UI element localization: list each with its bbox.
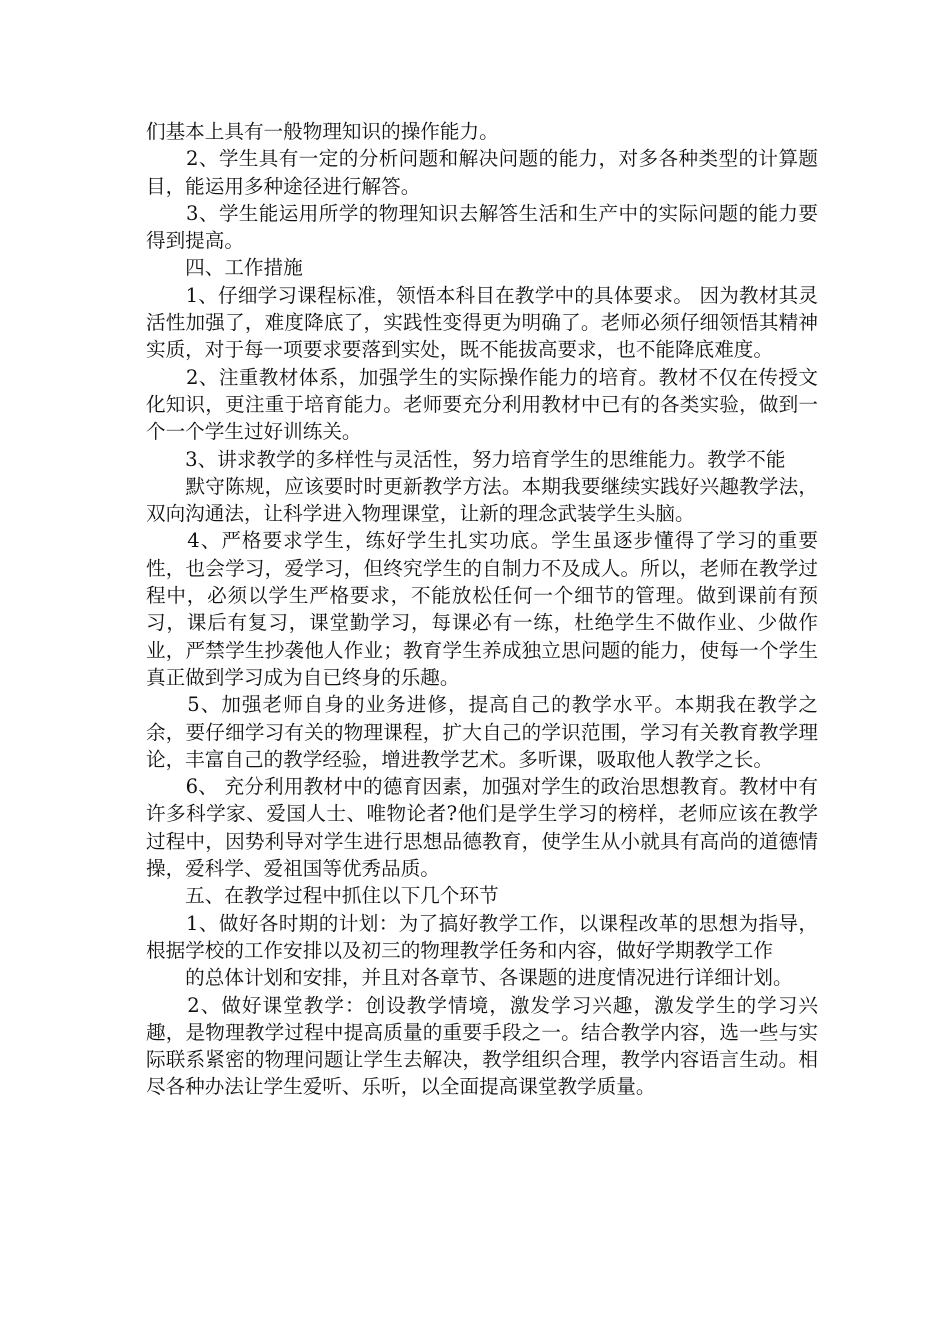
section-heading: 四、工作措施: [146, 256, 303, 280]
paragraph: 默守陈规，应该要时时更新教学方法。本期我要继续实践好兴趣教学法，双向沟通法，让科学进入物理课堂，让新的理念武装学生头脑。: [146, 474, 818, 526]
paragraph: 2、学生具有一定的分析问题和解决问题的能力，对多各种类型的计算题目，能运用多种途径进行解答。: [146, 147, 818, 198]
section-heading: 五、在教学过程中抓住以下几个环节: [146, 884, 499, 908]
paragraph: 的总体计划和安排，并且对各章节、各课题的进度情况进行详细计划。: [146, 966, 793, 990]
paragraph: 们基本上具有一般物理知识的操作能力。: [146, 120, 499, 143]
paragraph: 1、仔细学习课程标准，领悟本科目在教学中的具体要求。 因为教材其灵活性加强了，难度降底了，实践性变得更为明确了。老师必须仔细领悟其精神实质，对于每一项要求要落到实处，既不能拔高要求，也不能降底难度。: [146, 283, 818, 362]
paragraph: 3、学生能运用所学的物理知识去解答生活和生产中的实际问题的能力要得到提高。: [146, 201, 818, 253]
paragraph: 2、注重教材体系，加强学生的实际操作能力的培育。教材不仅在传授文化知识，更注重于培育能力。老师要充分利用教材中已有的各类实验，做到一个一个学生过好训练关。: [146, 365, 818, 444]
paragraph: 4、严格要求学生，练好学生扎实功底。学生虽逐步懂得了学习的重要性，也会学习，爱学习，但终究学生的自制力不及成人。所以，老师在教学过程中，必须以学生严格要求，不能放松任何一个细节的管理。做到课前有预习，课后有复习，课堂勤学习，每课必有一练，杜绝学生不做作业、少做作业，严禁学生抄袭他人作业；教育学生养成独立思问题的能力，使每一个学生真正做到学习成为自已终身的乐趣。: [146, 529, 818, 689]
paragraph: 1、做好各时期的计划：为了搞好教学工作，以课程改革的思想为指导，根据学校的工作安排以及初三的物理教学任务和内容，做好学期教学工作: [146, 911, 818, 962]
document-body: [146, 118, 818, 1101]
paragraph: 6、 充分利用教材中的德育因素，加强对学生的政治思想教育。教材中有许多科学家、爱国人士、唯物论者?他们是学生学习的榜样，老师应该在教学过程中，因势利导对学生进行思想品德教育，使学生从小就具有高尚的道德情操，爱科学、爱祖国等优秀品质。: [146, 775, 818, 881]
paragraph: 3、讲求教学的多样性与灵活性，努力培育学生的思维能力。教学不能: [146, 447, 786, 471]
paragraph: 2、做好课堂教学：创设教学情境，激发学习兴趣，激发学生的学习兴趣，是物理教学过程中提高质量的重要手段之一。结合教学内容，选一些与实际联系紧密的物理问题让学生去解决，教学组织合理，教学内容语言生动。相尽各种办法让学生爱听、乐听，以全面提高课堂教学质量。: [146, 993, 818, 1099]
paragraph: 5、加强老师自身的业务进修，提高自己的教学水平。本期我在教学之余，要仔细学习有关的物理课程，扩大自己的学识范围，学习有关教育教学理论，丰富自己的教学经验，增进教学艺术。多听课，吸取他人教学之长。: [146, 693, 818, 771]
